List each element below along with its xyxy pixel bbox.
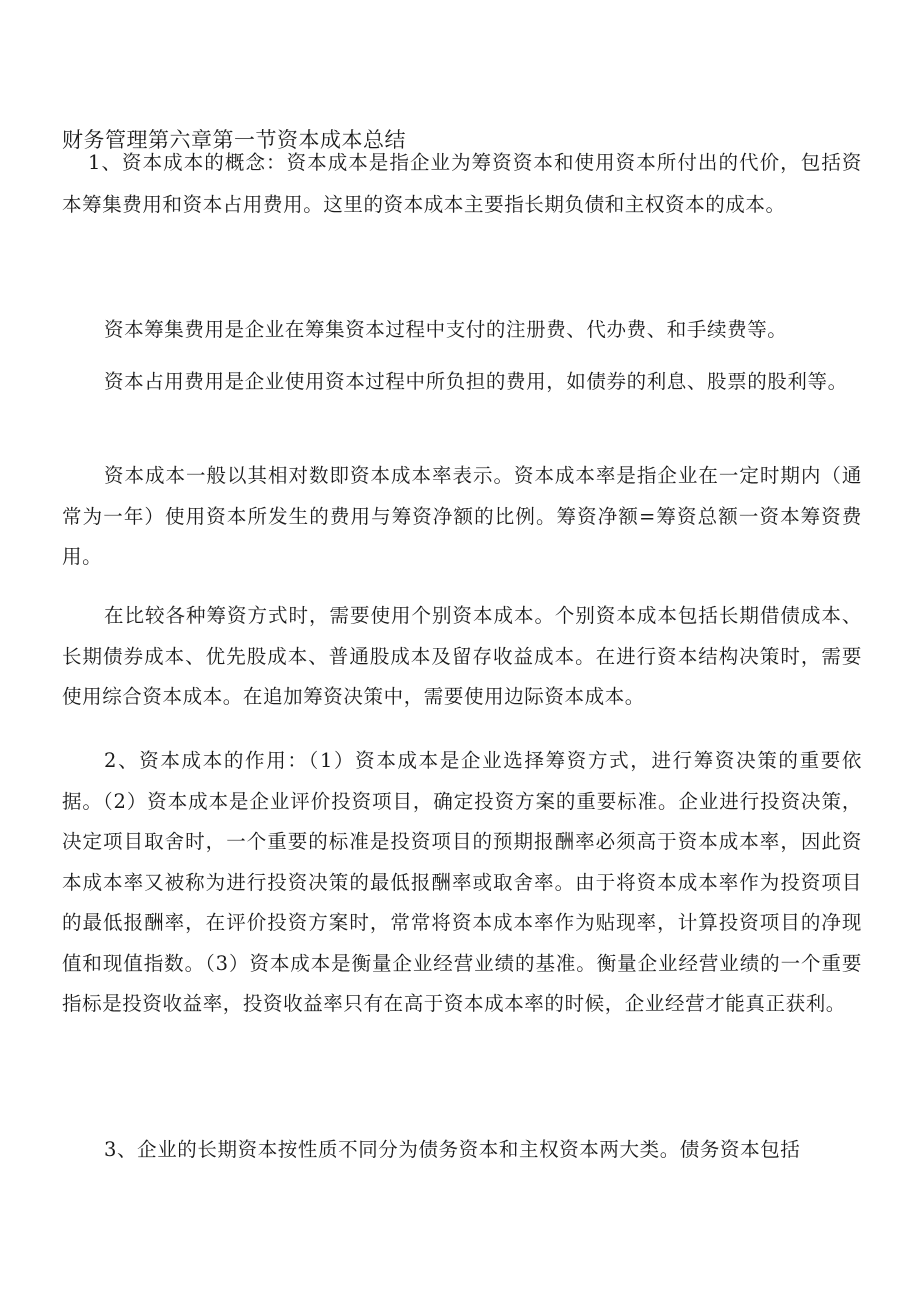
document-title: 财务管理第六章第一节资本成本总结 [62,128,406,152]
paragraph-occupation-expenses: 资本占用费用是企业使用资本过程中所负担的费用，如债券的利息、股票的股利等。 [104,370,848,393]
paragraph-long-term-capital: 3、企业的长期资本按性质不同分为债务资本和主权资本两大类。债务资本包括 [104,1138,801,1161]
paragraph-individual-cost: 在比较各种筹资方式时，需要使用个别资本成本。个别资本成本包括长期借债成本、长期债券成本、优先股成本、普通股成本及留存收益成本。在进行资本结构决策时，需要使用综合资本成本。在追加筹资决策中，需要使用边际资本成本。 [62,604,862,708]
paragraph-capital-cost-rate: 资本成本一般以其相对数即资本成本率表示。资本成本率是指企业在一定时期内（通常为一年）使用资本所发生的费用与筹资净额的比例。筹资净额=筹资总额一资本筹资费用。 [62,464,862,568]
paragraph-capital-cost-concept: 1、资本成本的概念：资本成本是指企业为筹资资本和使用资本所付出的代价，包括资本筹集费用和资本占用费用。这里的资本成本主要指长期负债和主权资本的成本。 [62,151,862,216]
paragraph-capital-cost-role: 2、资本成本的作用：（1）资本成本是企业选择筹资方式，进行筹资决策的重要依据。（2）资本成本是企业评价投资项目，确定投资方案的重要标准。企业进行投资决策，决定项目取舍时，一个重要的标准是投资项目的预期报酬率必须高于资本成本率，因此资本成本率又被称为进行投资决策的最低报酬率或取舍率。由于将资本成本率作为投资项目的最低报酬率，在评价投资方案时，常常将资本成本率作为贴现率，计算投资项目的净现值和现值指数。（3）资本成本是衡量企业经营业绩的基准。衡量企业经营业绩的一个重要指标是投资收益率，投资收益率只有在高于资本成本率的时候，企业经营才能真正获利。 [62,749,862,1015]
paragraph-raising-expenses: 资本筹集费用是企业在筹集资本过程中支付的注册费、代办费、和手续费等。 [104,318,788,341]
